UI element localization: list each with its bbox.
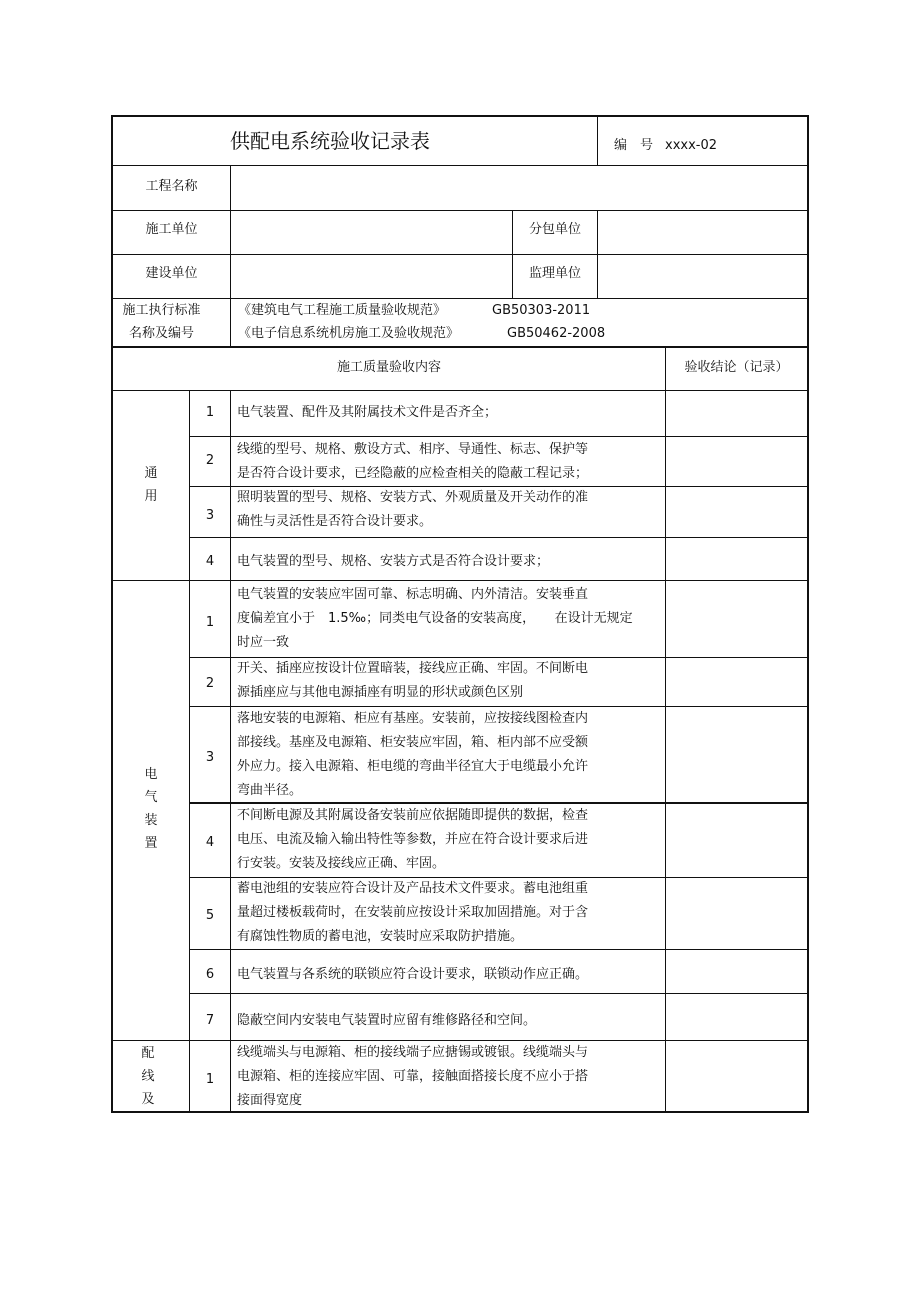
- vline: [597, 115, 598, 166]
- item-number: 5: [205, 908, 215, 923]
- project-name-label: 工程名称: [145, 179, 198, 194]
- item-number: 1: [205, 1072, 215, 1087]
- vline: [665, 347, 666, 1113]
- item-line: 确性与灵活性是否符合设计要求。: [237, 514, 433, 529]
- construction-unit-label: 施工单位: [145, 222, 198, 237]
- item-line: 线缆的型号、规格、敷设方式、相序、导通性、标志、保护等: [237, 442, 589, 457]
- item-text: [237, 657, 588, 705]
- standard-code: GB50303-2011: [492, 303, 591, 318]
- item-line: 量超过楼板载荷时，在安装前应按设计采取加固措施。对于含: [237, 905, 589, 920]
- section-char: 气: [144, 790, 158, 805]
- item-line: 部接线。基座及电源箱、柜安装应牢固，箱、柜内部不应受额: [237, 735, 589, 750]
- border-left: [111, 115, 113, 1113]
- section-char: 用: [144, 489, 158, 504]
- section-label-general: [113, 462, 189, 508]
- item-number: 2: [205, 453, 215, 468]
- section-char: 通: [144, 466, 158, 481]
- item-line: 时应一致: [237, 635, 290, 650]
- item-line: 电气装置的型号、规格、安装方式是否符合设计要求；: [237, 554, 550, 569]
- section-char: 置: [144, 836, 158, 851]
- item-line: 电气装置、配件及其附属技术文件是否齐全；: [237, 405, 498, 420]
- item-line: 行安装。安装及接线应正确、牢固。: [237, 856, 446, 871]
- standard-name: 《电子信息系统机房施工及验收规范》: [238, 326, 460, 341]
- item-number: 3: [205, 508, 215, 523]
- item-line: 有腐蚀性物质的蓄电池，安装时应采取防护措施。: [237, 929, 524, 944]
- item-line: 外应力。接入电源箱、柜电缆的弯曲半径宜大于电缆最小允许: [237, 759, 589, 774]
- item-line: 隐蔽空间内安装电气装置时应留有维修路径和空间。: [237, 1013, 537, 1028]
- item-number: 1: [205, 615, 215, 630]
- vline: [230, 165, 231, 347]
- section-char: 线: [141, 1069, 155, 1084]
- item-text: [237, 401, 497, 425]
- hline: [111, 580, 809, 581]
- item-text: [237, 963, 588, 987]
- page-title: 供配电系统验收记录表: [230, 129, 430, 153]
- item-text: [237, 438, 588, 486]
- item-number: 7: [205, 1013, 215, 1028]
- owner-unit-label: 建设单位: [145, 266, 198, 281]
- section-char: 电: [144, 767, 158, 782]
- border-right: [807, 115, 809, 1113]
- item-number: 4: [205, 835, 215, 850]
- section-char: 装: [144, 813, 158, 828]
- hline: [111, 390, 809, 391]
- hline: [111, 254, 809, 255]
- standard-code: GB50462-2008: [507, 326, 606, 341]
- section-label-electrical-devices: [113, 763, 189, 855]
- standard-label-line1: 施工执行标准: [122, 303, 201, 318]
- section-char: 配: [141, 1046, 155, 1061]
- item-number: 4: [205, 554, 215, 569]
- hline: [111, 346, 809, 348]
- item-text: [237, 550, 549, 574]
- item-text: [237, 877, 588, 949]
- item-text: [237, 486, 588, 534]
- item-text: [237, 707, 588, 803]
- number-label: 编 号: [614, 138, 654, 153]
- section-char: 及: [141, 1092, 155, 1107]
- number-value: xxxx-02: [665, 138, 718, 153]
- item-number: 2: [205, 676, 215, 691]
- supervision-unit-label: 监理单位: [528, 266, 581, 281]
- hline: [189, 537, 809, 538]
- item-text: [237, 804, 588, 876]
- item-line: 电源箱、柜的连接应牢固、可靠，接触面搭接长度不应小于搭: [237, 1069, 589, 1084]
- item-line: 电压、电流及输入输出特性等参数，并应在符合设计要求后进: [237, 832, 589, 847]
- standard-label-line2: 名称及编号: [128, 326, 194, 341]
- item-line: 接面得宽度: [237, 1093, 303, 1108]
- conclusion-column-header: 验收结论（记录）: [684, 360, 789, 375]
- hline: [111, 210, 809, 211]
- item-number: 3: [205, 750, 215, 765]
- item-line: 蓄电池组的安装应符合设计及产品技术文件要求。蓄电池组重: [237, 881, 589, 896]
- item-line: 度偏差宜小于 1.5‰；同类电气设备的安装高度， 在设计无规定: [237, 611, 633, 626]
- item-text: [237, 1041, 588, 1113]
- item-line: 不间断电源及其附属设备安装前应依据随即提供的数据，检查: [237, 808, 589, 823]
- subcontract-unit-label: 分包单位: [528, 222, 581, 237]
- item-line: 落地安装的电源箱、柜应有基座。安装前，应按接线图检查内: [237, 711, 589, 726]
- content-column-header: 施工质量验收内容: [336, 360, 441, 375]
- item-line: 电气装置的安装应牢固可靠、标志明确、内外清洁。安装垂直: [237, 587, 589, 602]
- item-line: 源插座应与其他电源插座有明显的形状或颜色区别: [237, 685, 524, 700]
- border-top: [111, 115, 809, 117]
- hline: [189, 436, 809, 437]
- section-label-wiring: [113, 1042, 183, 1111]
- standard-name: 《建筑电气工程施工质量验收规范》: [238, 303, 447, 318]
- item-text: [237, 583, 633, 655]
- vline: [597, 210, 598, 299]
- item-text: [237, 1009, 536, 1033]
- item-number: 6: [205, 967, 215, 982]
- hline: [111, 298, 809, 299]
- item-line: 弯曲半径。: [237, 783, 303, 798]
- hline: [189, 949, 809, 950]
- vline: [230, 390, 231, 1113]
- item-number: 1: [205, 405, 215, 420]
- hline: [111, 165, 809, 166]
- item-line: 开关、插座应按设计位置暗装，接线应正确、牢固。不间断电: [237, 661, 589, 676]
- hline: [189, 993, 809, 994]
- item-line: 是否符合设计要求，已经隐蔽的应检查相关的隐蔽工程记录；: [237, 466, 589, 481]
- item-line: 线缆端头与电源箱、柜的接线端子应搪锡或镀银。线缆端头与: [237, 1045, 589, 1060]
- item-line: 电气装置与各系统的联锁应符合设计要求，联锁动作应正确。: [237, 967, 589, 982]
- item-line: 照明装置的型号、规格、安装方式、外观质量及开关动作的准: [237, 490, 589, 505]
